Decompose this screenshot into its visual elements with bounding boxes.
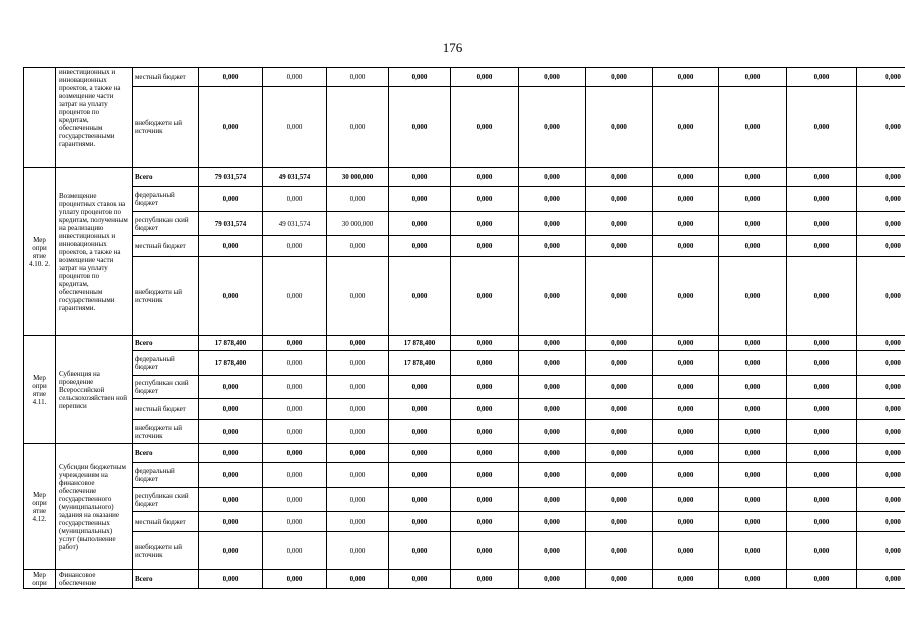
year-value: 0,000 bbox=[586, 532, 653, 570]
year-value: 0,000 bbox=[263, 187, 327, 212]
funding-source: внебюджетн ый источник bbox=[133, 257, 199, 336]
total-value: 0,000 bbox=[199, 68, 263, 87]
year-value: 0,000 bbox=[389, 68, 451, 87]
year-value: 0,000 bbox=[586, 68, 653, 87]
year-value: 49 031,574 bbox=[263, 168, 327, 187]
table-row bbox=[24, 236, 905, 257]
year-value: 0,000 bbox=[586, 512, 653, 532]
year-value: 0,000 bbox=[653, 512, 719, 532]
year-value: 0,000 bbox=[263, 399, 327, 420]
year-value: 0,000 bbox=[653, 351, 719, 376]
year-value: 0,000 bbox=[389, 187, 451, 212]
total-value: 0,000 bbox=[199, 463, 263, 488]
year-value: 0,000 bbox=[787, 68, 857, 87]
table-row bbox=[24, 257, 905, 336]
year-value: 0,000 bbox=[389, 420, 451, 444]
year-value: 0,000 bbox=[586, 488, 653, 512]
year-value: 0,000 bbox=[519, 532, 586, 570]
year-value: 0,000 bbox=[787, 257, 857, 336]
year-value: 0,000 bbox=[653, 399, 719, 420]
year-value: 0,000 bbox=[719, 420, 787, 444]
funding-source: внебюджетн ый источник bbox=[133, 420, 199, 444]
year-value: 0,000 bbox=[263, 87, 327, 168]
year-value: 0,000 bbox=[519, 351, 586, 376]
year-value: 0,000 bbox=[519, 236, 586, 257]
table-row bbox=[24, 87, 905, 168]
year-value: 0,000 bbox=[719, 570, 787, 589]
year-value: 0,000 bbox=[653, 376, 719, 399]
year-value: 0,000 bbox=[653, 488, 719, 512]
total-value: 0,000 bbox=[199, 236, 263, 257]
year-value: 0,000 bbox=[719, 376, 787, 399]
year-value: 0,000 bbox=[857, 570, 905, 589]
year-value: 0,000 bbox=[586, 187, 653, 212]
year-value: 0,000 bbox=[451, 512, 519, 532]
year-value: 0,000 bbox=[653, 336, 719, 351]
year-value: 0,000 bbox=[519, 376, 586, 399]
year-value: 0,000 bbox=[389, 570, 451, 589]
year-value: 49 031,574 bbox=[263, 212, 327, 236]
year-value: 0,000 bbox=[787, 488, 857, 512]
year-value: 0,000 bbox=[451, 68, 519, 87]
year-value: 0,000 bbox=[586, 236, 653, 257]
year-value: 0,000 bbox=[451, 399, 519, 420]
year-value: 0,000 bbox=[586, 168, 653, 187]
year-value: 0,000 bbox=[327, 399, 389, 420]
funding-source: внебюджетн ый источник bbox=[133, 87, 199, 168]
year-value: 17 878,400 bbox=[389, 336, 451, 351]
year-value: 0,000 bbox=[451, 444, 519, 463]
year-value: 0,000 bbox=[857, 257, 905, 336]
measure-code: Мер опри ятие 4.10. 2. bbox=[24, 168, 56, 336]
year-value: 0,000 bbox=[451, 336, 519, 351]
year-value: 0,000 bbox=[451, 236, 519, 257]
year-value: 0,000 bbox=[719, 444, 787, 463]
year-value: 0,000 bbox=[327, 336, 389, 351]
year-value: 0,000 bbox=[519, 488, 586, 512]
total-value: 0,000 bbox=[199, 512, 263, 532]
year-value: 0,000 bbox=[519, 257, 586, 336]
total-value: 79 031,574 bbox=[199, 168, 263, 187]
year-value: 0,000 bbox=[719, 257, 787, 336]
year-value: 0,000 bbox=[653, 570, 719, 589]
table-row bbox=[24, 463, 905, 488]
year-value: 0,000 bbox=[586, 351, 653, 376]
year-value: 0,000 bbox=[389, 168, 451, 187]
year-value: 0,000 bbox=[653, 444, 719, 463]
year-value: 0,000 bbox=[263, 512, 327, 532]
funding-source: республикан ский бюджет bbox=[133, 488, 199, 512]
year-value: 0,000 bbox=[327, 257, 389, 336]
year-value: 0,000 bbox=[653, 212, 719, 236]
year-value: 0,000 bbox=[327, 532, 389, 570]
year-value: 0,000 bbox=[263, 336, 327, 351]
year-value: 0,000 bbox=[719, 512, 787, 532]
year-value: 0,000 bbox=[787, 399, 857, 420]
funding-source: федеральный бюджет bbox=[133, 463, 199, 488]
year-value: 0,000 bbox=[451, 257, 519, 336]
funding-source: республикан ский бюджет bbox=[133, 376, 199, 399]
year-value: 0,000 bbox=[719, 488, 787, 512]
year-value: 0,000 bbox=[519, 512, 586, 532]
year-value: 0,000 bbox=[451, 570, 519, 589]
year-value: 0,000 bbox=[719, 212, 787, 236]
year-value: 0,000 bbox=[857, 236, 905, 257]
table-row bbox=[24, 351, 905, 376]
measure-code bbox=[24, 68, 56, 168]
funding-source: федеральный бюджет bbox=[133, 187, 199, 212]
total-value: 0,000 bbox=[199, 570, 263, 589]
year-value: 0,000 bbox=[451, 488, 519, 512]
table-row bbox=[24, 336, 905, 351]
year-value: 30 000,000 bbox=[327, 212, 389, 236]
year-value: 0,000 bbox=[857, 420, 905, 444]
year-value: 0,000 bbox=[389, 236, 451, 257]
year-value: 0,000 bbox=[263, 351, 327, 376]
year-value: 0,000 bbox=[719, 187, 787, 212]
year-value: 0,000 bbox=[653, 257, 719, 336]
funding-source: Всего bbox=[133, 336, 199, 351]
year-value: 0,000 bbox=[389, 376, 451, 399]
year-value: 0,000 bbox=[389, 532, 451, 570]
year-value: 0,000 bbox=[787, 168, 857, 187]
year-value: 0,000 bbox=[389, 444, 451, 463]
year-value: 0,000 bbox=[451, 420, 519, 444]
year-value: 0,000 bbox=[263, 463, 327, 488]
year-value: 0,000 bbox=[451, 532, 519, 570]
year-value: 0,000 bbox=[327, 236, 389, 257]
year-value: 0,000 bbox=[857, 168, 905, 187]
table-row bbox=[24, 532, 905, 570]
measure-code: Мер опри ятие 4.11. bbox=[24, 336, 56, 444]
year-value: 0,000 bbox=[389, 212, 451, 236]
funding-source: федеральный бюджет bbox=[133, 351, 199, 376]
year-value: 0,000 bbox=[586, 87, 653, 168]
year-value: 0,000 bbox=[586, 570, 653, 589]
table-row bbox=[24, 376, 905, 399]
table-row bbox=[24, 168, 905, 187]
year-value: 0,000 bbox=[719, 336, 787, 351]
year-value: 0,000 bbox=[389, 399, 451, 420]
funding-source: местный бюджет bbox=[133, 68, 199, 87]
funding-source: местный бюджет bbox=[133, 236, 199, 257]
year-value: 0,000 bbox=[327, 512, 389, 532]
table-row bbox=[24, 444, 905, 463]
year-value: 0,000 bbox=[857, 351, 905, 376]
year-value: 0,000 bbox=[586, 336, 653, 351]
table-row bbox=[24, 399, 905, 420]
total-value: 0,000 bbox=[199, 376, 263, 399]
year-value: 0,000 bbox=[519, 212, 586, 236]
page-number: 176 bbox=[442, 40, 463, 55]
year-value: 0,000 bbox=[787, 463, 857, 488]
year-value: 0,000 bbox=[451, 187, 519, 212]
year-value: 0,000 bbox=[719, 463, 787, 488]
year-value: 0,000 bbox=[327, 488, 389, 512]
year-value: 0,000 bbox=[586, 399, 653, 420]
year-value: 0,000 bbox=[389, 87, 451, 168]
year-value: 0,000 bbox=[787, 236, 857, 257]
year-value: 0,000 bbox=[857, 336, 905, 351]
year-value: 0,000 bbox=[327, 444, 389, 463]
year-value: 0,000 bbox=[451, 351, 519, 376]
year-value: 0,000 bbox=[451, 212, 519, 236]
year-value: 0,000 bbox=[389, 512, 451, 532]
total-value: 17 878,400 bbox=[199, 351, 263, 376]
year-value: 0,000 bbox=[653, 168, 719, 187]
table-row bbox=[24, 420, 905, 444]
year-value: 0,000 bbox=[519, 68, 586, 87]
year-value: 0,000 bbox=[787, 336, 857, 351]
funding-source: местный бюджет bbox=[133, 399, 199, 420]
year-value: 0,000 bbox=[857, 444, 905, 463]
year-value: 0,000 bbox=[263, 444, 327, 463]
year-value: 0,000 bbox=[327, 463, 389, 488]
measure-code: Мер опри bbox=[24, 570, 56, 589]
year-value: 0,000 bbox=[327, 87, 389, 168]
year-value: 0,000 bbox=[653, 68, 719, 87]
year-value: 0,000 bbox=[586, 444, 653, 463]
year-value: 0,000 bbox=[787, 376, 857, 399]
year-value: 0,000 bbox=[263, 257, 327, 336]
year-value: 0,000 bbox=[519, 444, 586, 463]
year-value: 0,000 bbox=[857, 532, 905, 570]
year-value: 0,000 bbox=[586, 257, 653, 336]
total-value: 79 031,574 bbox=[199, 212, 263, 236]
measure-description: Субсидии бюджетным учреждениям на финансовое обеспечение государственного (муниципального) задания на оказание государственных (муниципальных) услуг (выполнение работ) bbox=[56, 444, 133, 570]
year-value: 0,000 bbox=[787, 570, 857, 589]
year-value: 0,000 bbox=[519, 187, 586, 212]
table-row bbox=[24, 488, 905, 512]
year-value: 0,000 bbox=[787, 512, 857, 532]
year-value: 0,000 bbox=[653, 236, 719, 257]
year-value: 0,000 bbox=[719, 532, 787, 570]
table-row bbox=[24, 187, 905, 212]
year-value: 0,000 bbox=[451, 463, 519, 488]
year-value: 0,000 bbox=[857, 463, 905, 488]
total-value: 0,000 bbox=[199, 187, 263, 212]
year-value: 0,000 bbox=[857, 212, 905, 236]
year-value: 0,000 bbox=[787, 87, 857, 168]
year-value: 0,000 bbox=[519, 570, 586, 589]
year-value: 0,000 bbox=[263, 236, 327, 257]
year-value: 0,000 bbox=[719, 351, 787, 376]
funding-source: Всего bbox=[133, 570, 199, 589]
year-value: 0,000 bbox=[719, 68, 787, 87]
year-value: 0,000 bbox=[787, 187, 857, 212]
table-row bbox=[24, 68, 905, 87]
year-value: 0,000 bbox=[857, 512, 905, 532]
year-value: 0,000 bbox=[857, 488, 905, 512]
year-value: 0,000 bbox=[519, 168, 586, 187]
funding-source: внебюджетн ый источник bbox=[133, 532, 199, 570]
year-value: 0,000 bbox=[787, 532, 857, 570]
year-value: 0,000 bbox=[263, 420, 327, 444]
year-value: 0,000 bbox=[389, 257, 451, 336]
year-value: 0,000 bbox=[519, 420, 586, 444]
measure-description: инвестиционных и инновационных проектов, а также на возмещение части затрат на уплату процентов по кредитам, обеспеченным государственными гарантиями. bbox=[56, 68, 133, 168]
year-value: 0,000 bbox=[653, 87, 719, 168]
year-value: 0,000 bbox=[857, 399, 905, 420]
year-value: 0,000 bbox=[857, 68, 905, 87]
year-value: 0,000 bbox=[586, 212, 653, 236]
year-value: 0,000 bbox=[519, 463, 586, 488]
year-value: 17 878,400 bbox=[389, 351, 451, 376]
year-value: 0,000 bbox=[653, 187, 719, 212]
funding-source: местный бюджет bbox=[133, 512, 199, 532]
budget-table bbox=[23, 67, 905, 589]
year-value: 0,000 bbox=[787, 444, 857, 463]
year-value: 0,000 bbox=[263, 570, 327, 589]
year-value: 0,000 bbox=[263, 68, 327, 87]
total-value: 0,000 bbox=[199, 87, 263, 168]
measure-description: Финансовое обеспечение bbox=[56, 570, 133, 589]
year-value: 0,000 bbox=[653, 532, 719, 570]
year-value: 0,000 bbox=[451, 376, 519, 399]
year-value: 0,000 bbox=[787, 212, 857, 236]
year-value: 0,000 bbox=[857, 187, 905, 212]
total-value: 0,000 bbox=[199, 420, 263, 444]
year-value: 0,000 bbox=[857, 376, 905, 399]
year-value: 30 000,000 bbox=[327, 168, 389, 187]
year-value: 0,000 bbox=[653, 463, 719, 488]
year-value: 0,000 bbox=[586, 376, 653, 399]
year-value: 0,000 bbox=[327, 376, 389, 399]
total-value: 0,000 bbox=[199, 444, 263, 463]
year-value: 0,000 bbox=[263, 488, 327, 512]
year-value: 0,000 bbox=[451, 87, 519, 168]
year-value: 0,000 bbox=[327, 570, 389, 589]
year-value: 0,000 bbox=[327, 187, 389, 212]
year-value: 0,000 bbox=[719, 236, 787, 257]
total-value: 0,000 bbox=[199, 399, 263, 420]
year-value: 0,000 bbox=[653, 420, 719, 444]
funding-source: республикан ский бюджет bbox=[133, 212, 199, 236]
year-value: 0,000 bbox=[719, 399, 787, 420]
year-value: 0,000 bbox=[519, 399, 586, 420]
year-value: 0,000 bbox=[389, 463, 451, 488]
table-row bbox=[24, 570, 905, 589]
year-value: 0,000 bbox=[451, 168, 519, 187]
total-value: 0,000 bbox=[199, 257, 263, 336]
year-value: 0,000 bbox=[787, 420, 857, 444]
year-value: 0,000 bbox=[857, 87, 905, 168]
funding-source: Всего bbox=[133, 444, 199, 463]
year-value: 0,000 bbox=[719, 87, 787, 168]
year-value: 0,000 bbox=[519, 87, 586, 168]
year-value: 0,000 bbox=[586, 463, 653, 488]
total-value: 17 878,400 bbox=[199, 336, 263, 351]
measure-description: Субвенция на проведение Всероссийской сельскохозяйствен ной переписи bbox=[56, 336, 133, 444]
year-value: 0,000 bbox=[719, 168, 787, 187]
year-value: 0,000 bbox=[327, 68, 389, 87]
year-value: 0,000 bbox=[327, 351, 389, 376]
table-row bbox=[24, 512, 905, 532]
year-value: 0,000 bbox=[327, 420, 389, 444]
funding-source: Всего bbox=[133, 168, 199, 187]
year-value: 0,000 bbox=[389, 488, 451, 512]
total-value: 0,000 bbox=[199, 488, 263, 512]
measure-code: Мер опри ятие 4.12. bbox=[24, 444, 56, 570]
measure-description: Возмещение процентных ставок на уплату процентов по кредитам, полученным на реализацию инвестиционных и инновационных проектов, а также на возмещение части затрат на уплату процентов по кредитам, обеспеченным государственными гарантиями. bbox=[56, 168, 133, 336]
total-value: 0,000 bbox=[199, 532, 263, 570]
year-value: 0,000 bbox=[519, 336, 586, 351]
year-value: 0,000 bbox=[586, 420, 653, 444]
year-value: 0,000 bbox=[263, 376, 327, 399]
table-row bbox=[24, 212, 905, 236]
year-value: 0,000 bbox=[787, 351, 857, 376]
year-value: 0,000 bbox=[263, 532, 327, 570]
